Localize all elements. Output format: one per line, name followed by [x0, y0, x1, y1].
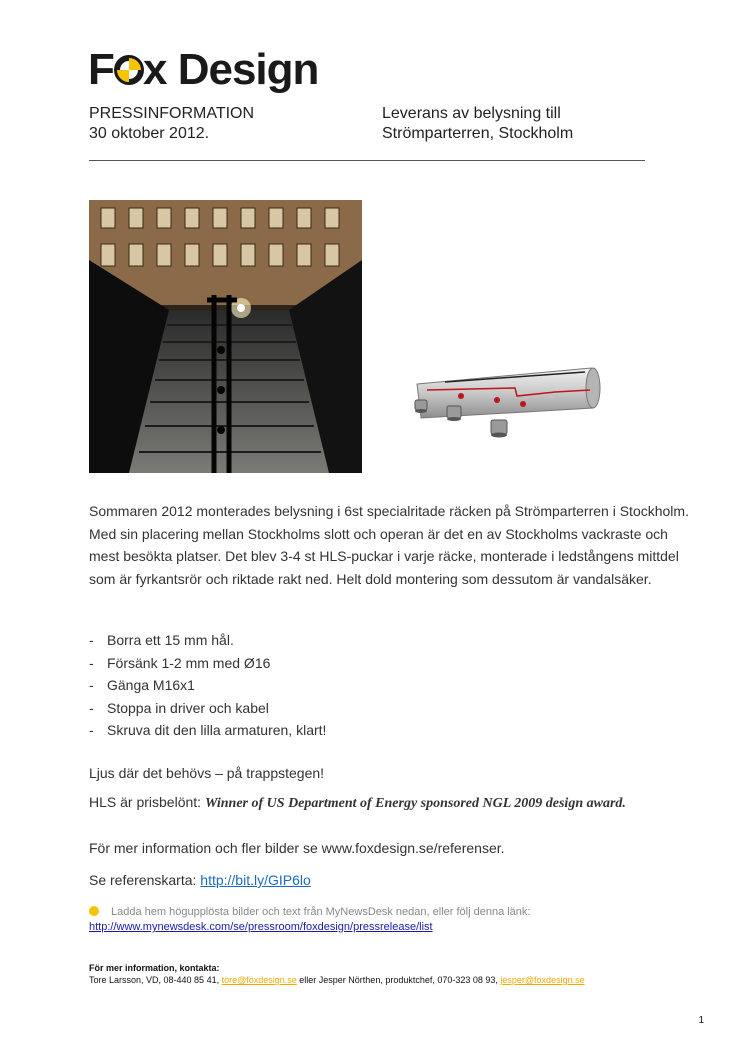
steps-list — [89, 629, 649, 742]
tagline: Ljus där det behövs – på trappstegen! — [89, 765, 325, 781]
intro-paragraph: Sommaren 2012 monterades belysning i 6st specialritade räcken på Strömparterren i Stockholm. Med sin placering mellan Stockholms slott och operan är det en av Stockholms vackraste och mest besökta platser. Det blev 3-4 st HLS-puckar i varje räcke, monterade i ledstångens mittdel som är fyrkantsrör och riktade rakt ned. Helt dold montering som dessutom är vandalsäker. — [89, 503, 689, 587]
map-line — [89, 869, 311, 892]
list-item — [89, 629, 649, 652]
handrail-luminaire-drawing-icon — [405, 360, 605, 440]
contact-line — [89, 974, 729, 986]
list-marker: - — [89, 722, 94, 738]
list-marker: - — [89, 632, 94, 648]
step-text: Stoppa in driver och kabel — [107, 699, 269, 716]
press-date: 30 oktober 2012. — [89, 125, 210, 142]
list-marker: - — [89, 654, 94, 671]
step-text: Borra ett 15 mm hål. — [107, 632, 234, 648]
map-link[interactable]: http://bit.ly/GIP6lo — [200, 872, 311, 888]
email-link-jesper[interactable]: jesper@foxdesign.se — [500, 975, 585, 985]
page-number: 1 — [698, 1015, 704, 1026]
step-text: Gänga M16x1 — [107, 677, 195, 693]
list-marker: - — [89, 699, 94, 716]
product-drawing — [405, 360, 605, 440]
press-title-line2: Strömparterren, Stockholm — [382, 125, 574, 142]
list-item — [89, 674, 649, 697]
header-rule — [89, 160, 645, 161]
svg-text:F: F — [88, 45, 114, 94]
contact-block — [89, 962, 729, 986]
email-link-tore[interactable]: tore@foxdesign.se — [221, 975, 297, 985]
press-label: PRESSINFORMATION — [89, 105, 255, 122]
more-info-text: För mer information och fler bilder se www.foxdesign.se/referenser. — [89, 840, 505, 856]
contact-text-2: eller Jesper Nörthen, produktchef, 070-323 08 93, — [296, 975, 501, 985]
step-text: Försänk 1-2 mm med Ø16 — [107, 654, 271, 671]
stair-handrail-photo-icon — [89, 200, 362, 473]
svg-text:x Design: x Design — [143, 45, 319, 94]
download-text: Ladda hem högupplösta bilder och text från MyNewsDesk nedan, eller följ denna länk: — [111, 906, 531, 918]
award-line — [89, 791, 709, 816]
award-text: Winner of US Department of Energy sponsored NGL 2009 design award. — [204, 796, 626, 811]
list-item — [89, 652, 649, 675]
award-prefix: HLS är prisbelönt: — [89, 794, 205, 810]
press-title-line1: Leverans av belysning till — [382, 105, 561, 122]
map-label: Se referenskarta: — [89, 872, 201, 888]
brand-logo — [88, 40, 328, 100]
stair-photo — [89, 200, 362, 473]
list-item — [89, 697, 649, 720]
contact-heading: För mer information, kontakta: — [89, 963, 220, 973]
list-item — [89, 719, 649, 742]
step-text: Skruva dit den lilla armaturen, klart! — [107, 722, 327, 738]
bullet-dot-icon — [89, 906, 99, 916]
download-note — [89, 904, 709, 934]
contact-text-1: Tore Larsson, VD, 08-440 85 41, — [89, 975, 222, 985]
mynewsdesk-link[interactable]: http://www.mynewsdesk.com/se/pressroom/foxdesign/pressrelease/list — [89, 921, 433, 933]
fox-design-logo — [88, 40, 328, 100]
list-marker: - — [89, 677, 94, 693]
